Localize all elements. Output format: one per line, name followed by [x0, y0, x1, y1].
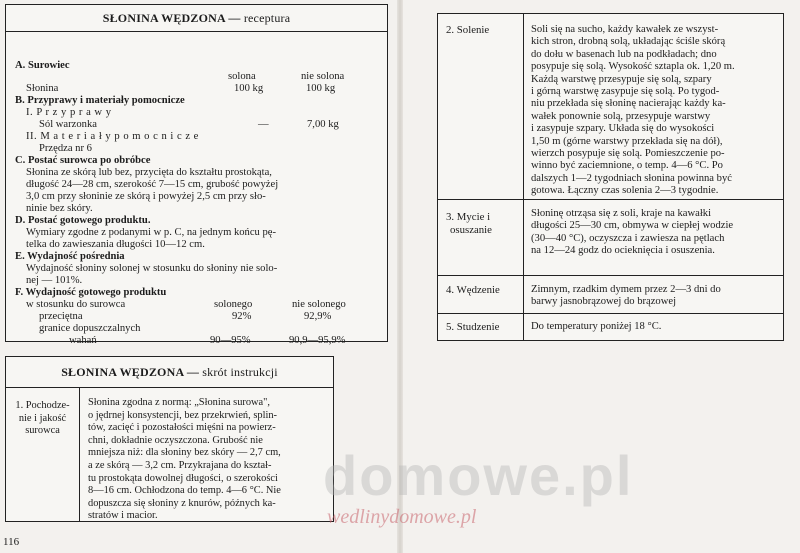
instruction-dash: — — [186, 365, 200, 379]
instruction-line: Słonina zgodna z normą: „Słonina surowa", — [88, 397, 270, 408]
instruction-line: tu prostokąta dowolnej długości, o szerokości — [88, 472, 278, 484]
slonina-label: Słonina — [26, 83, 59, 94]
salt-unsalted-value: 7,00 kg — [307, 119, 339, 130]
yield-basis-label: w stosunku do surowca — [26, 299, 126, 310]
recipe-box — [5, 4, 388, 346]
recipe-subtitle: receptura — [243, 11, 291, 25]
instruction-header — [6, 357, 333, 388]
section-d-line: Wymiary zgodne z podanymi w p. C, na jednym końcu pę- — [26, 227, 277, 238]
spices-subheading: I. P r z y p r a w y — [26, 107, 112, 118]
page-number: 116 — [3, 536, 20, 548]
process-line: wałek ponownie solą, przesypuje warstwy — [531, 110, 711, 122]
process-step-text — [531, 284, 777, 309]
process-line: wierzch posypuje się solą. Pomieszczenie po- — [531, 148, 725, 160]
section-c-line: Słonina ze skórą lub bez, przycięta do kształtu prostokąta, — [26, 167, 272, 178]
process-line: dalszych 1—2 tygodniach słonina powinna być — [531, 172, 732, 184]
twine-label: Przędza nr 6 — [39, 143, 92, 154]
process-line: gotowa. Łączny czas solenia 2—3 tygodnie. — [531, 185, 719, 197]
instruction-line: dopuszcza się słoniny z knurów, późnych ka- — [88, 497, 276, 509]
recipe-title: SŁONINA WĘDZONA — [102, 11, 226, 25]
process-step-name: 4. Wędzenie — [446, 284, 500, 296]
section-c-heading: C. Postać surowca po obróbce — [15, 155, 151, 166]
section-d-line: telka do zawieszania długości 10—12 cm. — [26, 239, 205, 250]
yield-range-label-2: wahań — [69, 335, 97, 346]
process-line: 1,50 m (górne warstwy przekłada się na dół), — [531, 135, 723, 147]
process-row-smoking — [438, 275, 783, 314]
process-line: Zimnym, rzadkim dymem przez 2—3 dni do — [531, 284, 721, 295]
slonina-salted-value: 100 kg — [234, 83, 264, 94]
slonina-unsalted-value: 100 kg — [306, 83, 336, 94]
instruction-line: mniejsza niż: dla słoniny bez skóry — 2,7 cm, — [88, 447, 281, 459]
section-e-heading: E. Wydajność pośrednia — [15, 251, 125, 262]
process-line: na 12—24 godz do ocieknięcia i osuszenia. — [531, 245, 715, 257]
section-b-heading: B. Przyprawy i materiały pomocnicze — [15, 95, 185, 106]
section-e-line: nej — 101%. — [26, 275, 83, 286]
section-c-line: 3,0 cm przy słoninie ze skórą i powyżej 2,5 cm przy sło- — [26, 191, 266, 202]
instruction-row-label — [6, 388, 80, 521]
instruction-line: 8—16 cm. Ochłodzona do temp. 4—6 °C. Nie — [88, 485, 281, 497]
col-unsalted-header: nie solona — [301, 71, 345, 82]
section-c-line: ninie bez skóry. — [26, 203, 93, 214]
process-line: Soli się na sucho, każdy kawałek ze wszyst- — [531, 24, 719, 35]
instruction-subtitle: skrót instrukcji — [202, 365, 278, 379]
process-step-name-line: 3. Mycie i — [446, 211, 491, 223]
process-row-cooling — [438, 313, 783, 341]
process-step-name: 2. Solenie — [446, 24, 490, 36]
watermark-logo: domowe.pl — [323, 444, 634, 507]
process-row-washing — [438, 199, 783, 276]
process-table — [437, 13, 784, 341]
watermark-url: wedlinydomowe.pl — [327, 506, 477, 528]
process-line: niu przekłada się słoninę nacierając każdy ka- — [531, 98, 726, 110]
yield-range-unsalted: 90,9—95,9% — [289, 335, 346, 346]
row-label-line: surowca — [25, 425, 60, 436]
salt-label: Sól warzonka — [39, 119, 97, 130]
section-c-line: długość 24—28 cm, szerokość 7—15 cm, grubość powyżej — [26, 179, 279, 190]
yield-range-label: granice dopuszczalnych — [39, 323, 141, 334]
instruction-body — [88, 397, 326, 523]
process-line: i górną warstwę zasypuje się solą. Po tygod- — [531, 86, 720, 98]
row-label-line: 1. Pochodze- — [15, 400, 70, 411]
yield-col-unsalted: nie solonego — [292, 299, 346, 310]
process-line: Do temperatury poniżej 18 °C. — [531, 321, 662, 332]
col-salted-header: solona — [228, 71, 256, 82]
recipe-content — [6, 32, 387, 346]
instruction-box — [5, 356, 334, 522]
process-line: i zasypuje szpary. Układa się do wysokości — [531, 123, 715, 135]
recipe-header — [6, 5, 387, 32]
section-f-heading: F. Wydajność gotowego produktu — [15, 287, 167, 298]
process-line: Słoninę otrząsa się z soli, kraje na kawałki — [531, 208, 712, 219]
process-step-text — [531, 321, 777, 333]
recipe-dash: — — [228, 11, 241, 25]
instruction-line: o jędrnej konsystencji, bez przekrwień, splin- — [88, 409, 277, 421]
process-step-text — [531, 24, 777, 198]
salt-salted-value: — — [258, 119, 269, 130]
instruction-line: tów, zacięć i pozostałości mięśni na powierz- — [88, 422, 276, 434]
row-label-line: nie i jakość — [18, 412, 67, 424]
process-step-text — [531, 208, 777, 258]
process-step-name-line: osuszanie — [450, 223, 492, 236]
section-a-heading: A. Surowiec — [15, 60, 70, 71]
instruction-line: a ze skórą — 3,2 cm. Przykrajana do kształ- — [88, 459, 272, 471]
process-line: Każdą warstwę przesypuje się solą, szpary — [531, 73, 712, 85]
process-step-name — [446, 211, 492, 236]
process-line: posypuje się solą. Wysokość sztapla ok. 1,20 m. — [531, 61, 735, 73]
process-line: długości 25—30 cm, obmywa w ciepłej wodzie — [531, 220, 734, 232]
section-d-heading: D. Postać gotowego produktu. — [15, 215, 151, 226]
process-line: barwy jasnobrązowej do brązowej — [531, 296, 677, 308]
yield-average-label: przeciętna — [39, 311, 83, 322]
process-line: do dołu w basenach lub na podkładach; dno — [531, 48, 717, 60]
aux-materials-subheading: II. M a t e r i a ł y p o m o c n i c z e — [26, 131, 199, 142]
section-e-line: Wydajność słoniny solonej w stosunku do słoniny nie solo- — [26, 263, 278, 274]
process-step-name: 5. Studzenie — [446, 321, 500, 333]
yield-average-salted: 92% — [232, 311, 252, 322]
process-line: kich stron, drobną solą, układając ściśle skórą — [531, 36, 726, 48]
instruction-line: chni, dokładnie oczyszczona. Grubość nie — [88, 434, 263, 446]
instruction-title: SŁONINA WĘDZONA — [61, 365, 184, 379]
process-row-salting — [438, 14, 783, 199]
yield-average-unsalted: 92,9% — [304, 311, 332, 322]
process-line: (30—40 °C), oczyszcza i zawiesza na pętlach — [531, 232, 725, 244]
process-line: winno być zaciemnione, o temp. 4—6 °C. Po — [531, 160, 723, 172]
yield-col-salted: solonego — [214, 299, 253, 310]
instruction-line: stratów i macior. — [88, 510, 158, 522]
yield-range-salted: 90—95% — [210, 335, 251, 346]
